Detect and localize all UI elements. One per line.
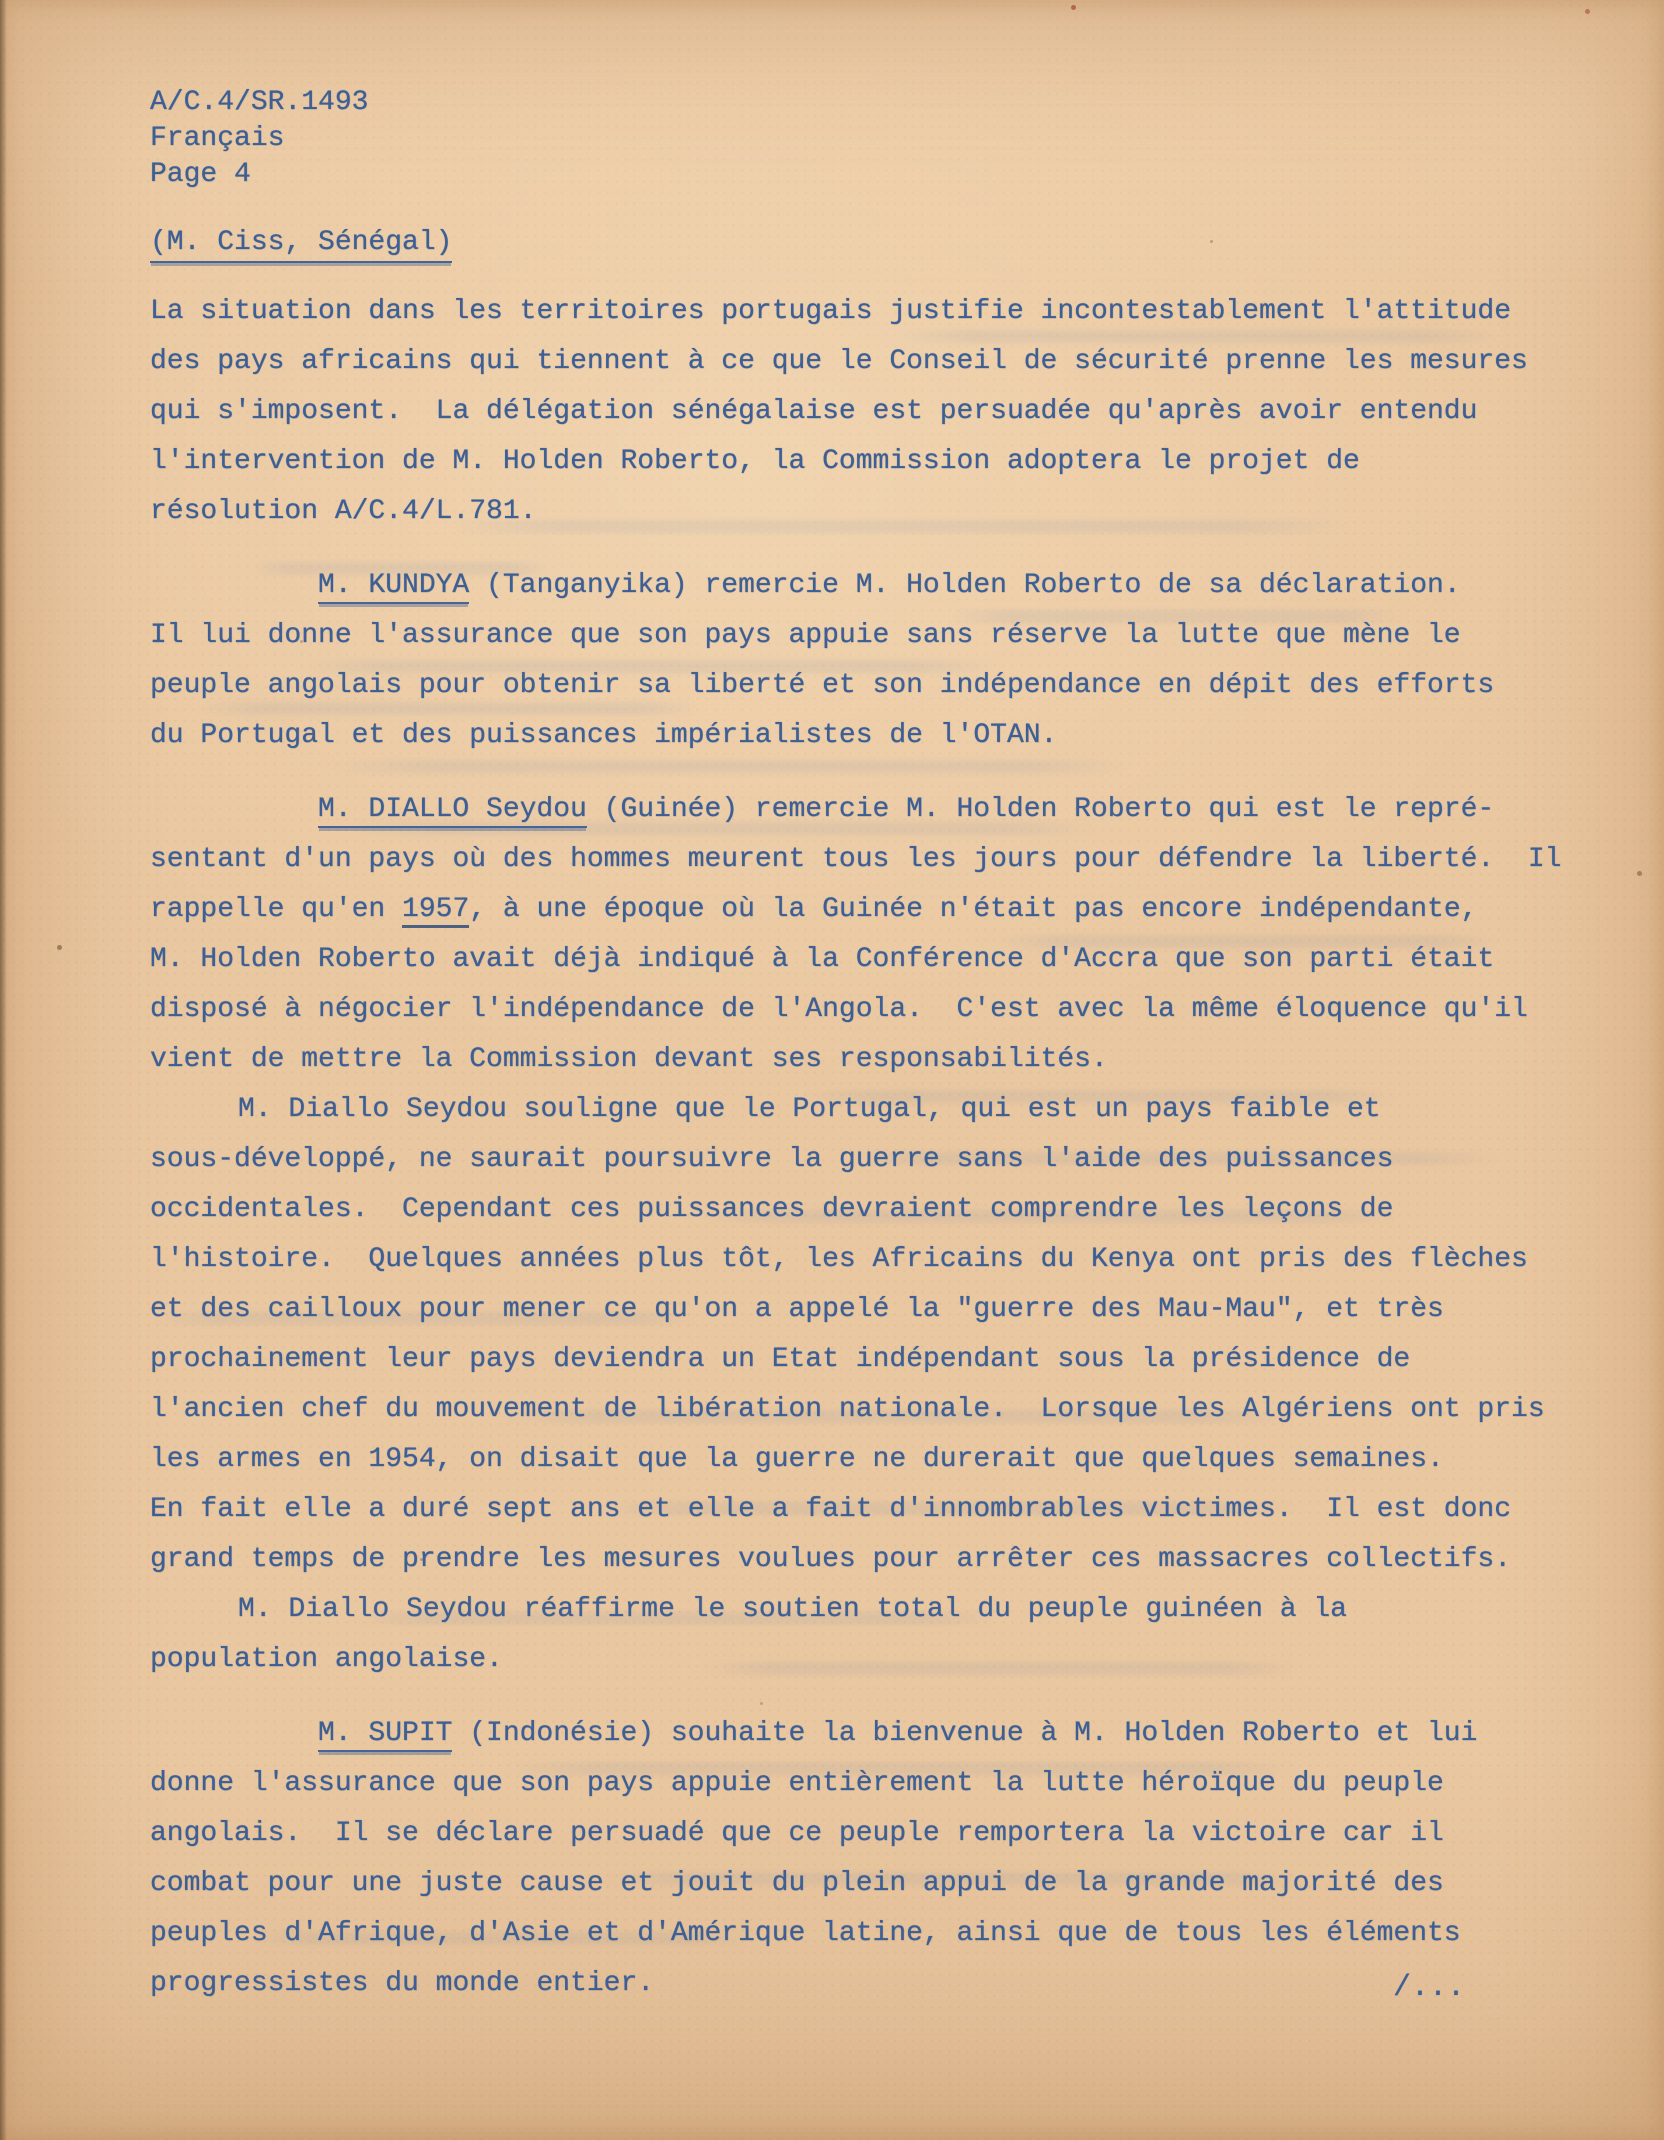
- paragraph: [150, 287, 1590, 537]
- paragraph: [150, 561, 1590, 761]
- text-line: l'ancien chef du mouvement de libération nationale. Lorsque les Algériens ont pris: [150, 1394, 1545, 1425]
- text-line: les armes en 1954, on disait que la guerre ne durerait que quelques semaines.: [150, 1444, 1444, 1475]
- text-line: M. DIALLO Seydou (Guinée) remercie M. Holden Roberto qui est le repré-: [150, 785, 1590, 835]
- text-line: occidentales. Cependant ces puissances devraient comprendre les leçons de: [150, 1194, 1394, 1225]
- paper-specks: [0, 0, 3, 3]
- text-line: peuples d'Afrique, d'Asie et d'Amérique latine, ainsi que de tous les éléments: [150, 1918, 1461, 1949]
- text-line: du Portugal et des puissances impérialistes de l'OTAN.: [150, 720, 1058, 751]
- text-line: qui s'imposent. La délégation sénégalaise est persuadée qu'après avoir entendu: [150, 396, 1478, 427]
- text-line: angolais. Il se déclare persuadé que ce peuple remportera la victoire car il: [150, 1818, 1444, 1849]
- paragraph: [150, 1085, 1590, 1585]
- paragraph: [150, 785, 1590, 1085]
- document-page-number: Page 4: [150, 159, 251, 190]
- text-line: et des cailloux pour mener ce qu'on a appelé la "guerre des Mau-Mau", et très: [150, 1294, 1444, 1325]
- text-line: résolution A/C.4/L.781.: [150, 496, 537, 527]
- scan-edge-shadow: [0, 0, 7, 2140]
- continuation-mark: /...: [1393, 1971, 1466, 2005]
- text-line: La situation dans les territoires portugais justifie incontestablement l'attitude: [150, 296, 1512, 327]
- paragraph: [150, 1585, 1590, 1685]
- text-line: prochainement leur pays deviendra un Etat indépendant sous la présidence de: [150, 1344, 1411, 1375]
- text-line: Il lui donne l'assurance que son pays appuie sans réserve la lutte que mène le: [150, 620, 1461, 651]
- document-content: [150, 85, 1590, 2009]
- document-body: [150, 287, 1590, 2009]
- paragraph: [150, 1709, 1590, 2009]
- text-line: disposé à négocier l'indépendance de l'Angola. C'est avec la même éloquence qu'il: [150, 994, 1528, 1025]
- text-line: peuple angolais pour obtenir sa liberté et son indépendance en dépit des efforts: [150, 670, 1495, 701]
- text-line: M. SUPIT (Indonésie) souhaite la bienvenue à M. Holden Roberto et lui: [150, 1709, 1590, 1759]
- speaker-name: M. SUPIT: [318, 1718, 452, 1752]
- text-line: des pays africains qui tiennent à ce que le Conseil de sécurité prenne les mesures: [150, 346, 1528, 377]
- text-line: vient de mettre la Commission devant ses responsabilités.: [150, 1044, 1108, 1075]
- speaker-name: M. DIALLO Seydou: [318, 794, 587, 828]
- text-line: M. KUNDYA (Tanganyika) remercie M. Holden Roberto de sa déclaration.: [150, 561, 1590, 611]
- text-line: M. Diallo Seydou réaffirme le soutien total du peuple guinéen à la: [238, 1594, 1347, 1625]
- text-line: l'histoire. Quelques années plus tôt, les Africains du Kenya ont pris des flèches: [150, 1244, 1528, 1275]
- text-line: combat pour une juste cause et jouit du plein appui de la grande majorité des: [150, 1868, 1444, 1899]
- text-line: grand temps de prendre les mesures voulues pour arrêter ces massacres collectifs.: [150, 1544, 1512, 1575]
- text-line: sentant d'un pays où des hommes meurent tous les jours pour défendre la liberté. Il: [150, 844, 1562, 875]
- continuation-speaker-note: (M. Ciss, Sénégal): [150, 226, 452, 263]
- text-line: En fait elle a duré sept ans et elle a fait d'innombrables victimes. Il est donc: [150, 1494, 1512, 1525]
- text-line: progressistes du monde entier.: [150, 1968, 655, 1999]
- text-line: rappelle qu'en 1957, à une époque où la Guinée n'était pas encore indépendante,: [150, 885, 1590, 935]
- document-header: [150, 85, 1590, 193]
- text-line: donne l'assurance que son pays appuie entièrement la lutte héroïque du peuple: [150, 1768, 1444, 1799]
- text-line: l'intervention de M. Holden Roberto, la Commission adoptera le projet de: [150, 446, 1360, 477]
- document-language: Français: [150, 123, 285, 154]
- text-line: M. Diallo Seydou souligne que le Portugal, qui est un pays faible et: [238, 1094, 1381, 1125]
- text-line: sous-développé, ne saurait poursuivre la guerre sans l'aide des puissances: [150, 1144, 1394, 1175]
- text-line: M. Holden Roberto avait déjà indiqué à la Conférence d'Accra que son parti était: [150, 944, 1495, 975]
- underlined-word: 1957: [402, 894, 469, 928]
- speaker-name: M. KUNDYA: [318, 570, 469, 604]
- document-symbol: A/C.4/SR.1493: [150, 87, 369, 118]
- text-line: population angolaise.: [150, 1644, 503, 1675]
